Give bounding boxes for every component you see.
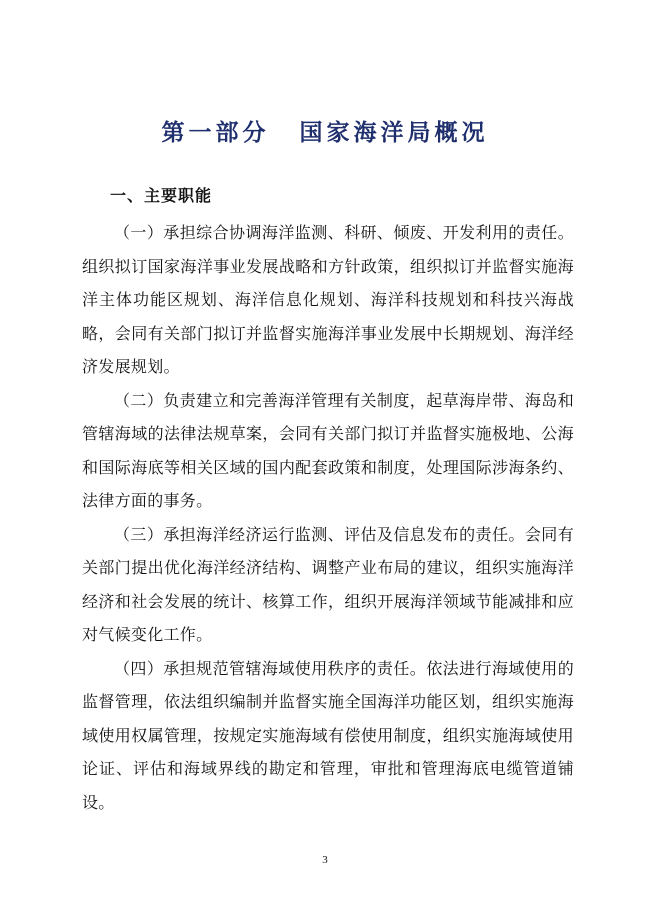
section-heading: 一、主要职能 <box>110 186 213 205</box>
paragraph-4: （四）承担规范管辖海域使用秩序的责任。依法进行海域使用的监督管理，依法组织编制并监督实施全国海洋功能区划，组织实施海域使用权属管理，按规定实施海域有偿使用制度，组织实施海域使用论证、评估和海域界线的勘定和管理，审批和管理海底电缆管道铺设。 <box>82 658 574 812</box>
title-part: 第一部分 <box>161 119 270 146</box>
paragraph-3: （三）承担海洋经济运行监测、评估及信息发布的责任。会同有关部门提出优化海洋经济结构、调整产业布局的建议，组织实施海洋经济和社会发展的统计、核算工作，组织开展海洋领域节能减排和应对气候变化工作。 <box>82 524 574 644</box>
paragraph-1: （一）承担综合协调海洋监测、科研、倾废、开发利用的责任。组织拟订国家海洋事业发展战略和方针政策，组织拟订并监督实施海洋主体功能区规划、海洋信息化规划、海洋科技规划和科技兴海战略，会同有关部门拟订并监督实施海洋事业发展中长期规划、海洋经济发展规划。 <box>82 223 574 376</box>
page-number: 3 <box>322 854 328 866</box>
paragraph-2: （二）负责建立和完善海洋管理有关制度，起草海岸带、海岛和管辖海域的法律法规草案，会同有关部门拟订并监督实施极地、公海和国际海底等相关区域的国内配套政策和制度，处理国际涉海条约、法律方面的事务。 <box>82 390 574 510</box>
body-text <box>82 216 574 819</box>
page-title <box>0 114 650 147</box>
title-name: 国家海洋局概况 <box>299 119 489 146</box>
